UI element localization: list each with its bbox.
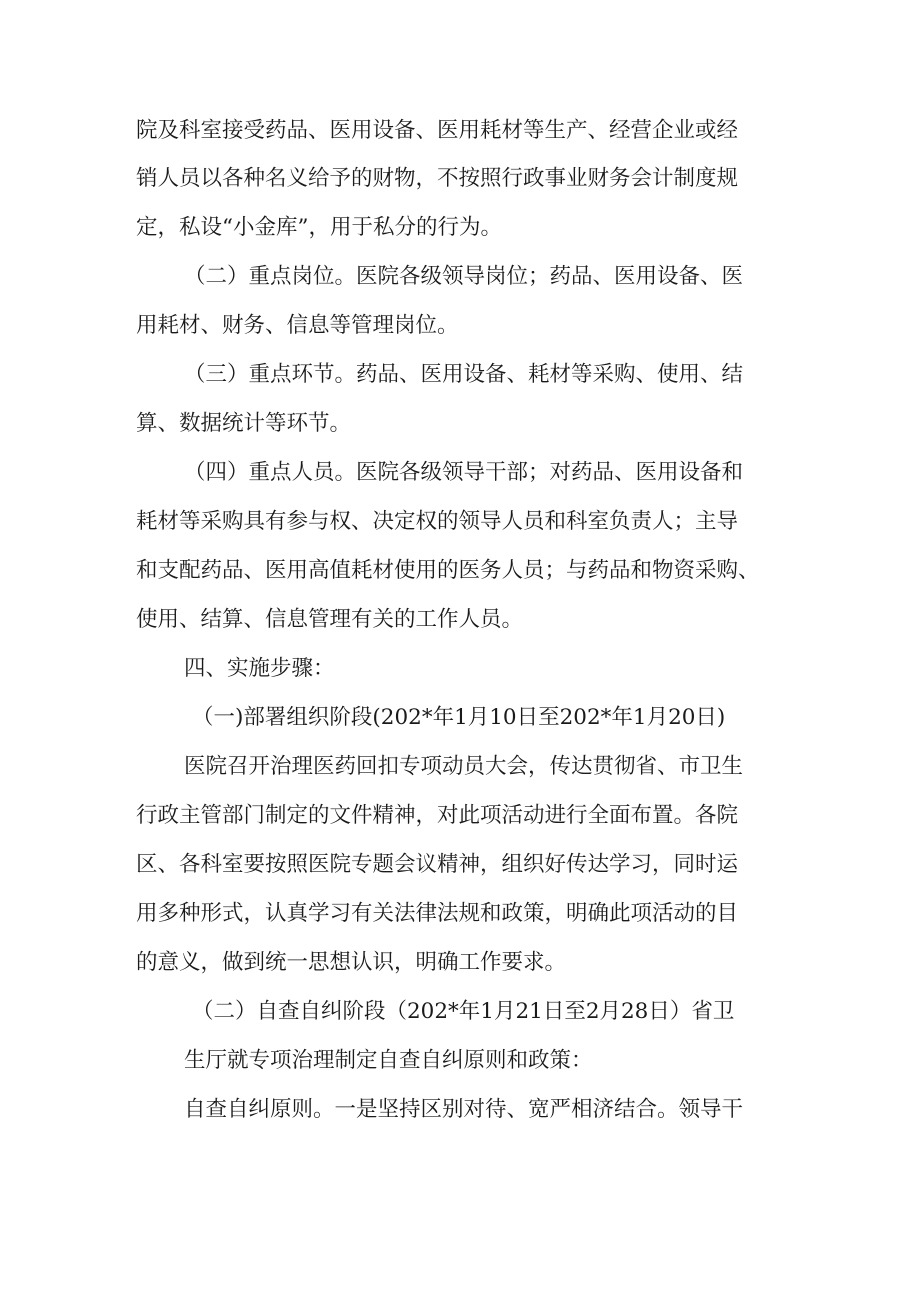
text-line-14: 医院召开治理医药回扣专项动员大会，传达贯彻省、市卫生 <box>184 754 744 779</box>
text-line-17: 用多种形式，认真学习有关法律法规和政策，明确此项活动的目 <box>136 901 739 926</box>
text-line-5: 用耗材、财务、信息等管理岗位。 <box>136 313 459 338</box>
text-line-19: （二）自查自纠阶段（202*年1月21日至2月28日）省卫 <box>192 999 735 1024</box>
text-line-20: 生厅就专项治理制定自查自纠原则和政策： <box>184 1048 593 1073</box>
text-line-9: 耗材等采购具有参与权、决定权的领导人员和科室负责人；主导 <box>136 509 739 534</box>
text-line-1: 院及科室接受药品、医用设备、医用耗材等生产、经营企业或经 <box>136 118 739 143</box>
text-line-16: 区、各科室要按照医院专题会议精神，组织好传达学习，同时运 <box>136 852 739 877</box>
text-line-10: 和支配药品、医用高值耗材使用的医务人员；与药品和物资采购、 <box>136 558 760 583</box>
text-line-4: （二）重点岗位。医院各级领导岗位；药品、医用设备、医 <box>184 264 744 289</box>
text-line-21: 自查自纠原则。一是坚持区别对待、宽严相济结合。领导干 <box>184 1097 744 1122</box>
text-line-3: 定，私设“小金库”，用于私分的行为。 <box>136 215 502 240</box>
text-line-11: 使用、结算、信息管理有关的工作人员。 <box>136 607 524 632</box>
text-line-18: 的意义，做到统一思想认识，明确工作要求。 <box>136 950 567 975</box>
text-line-8: （四）重点人员。医院各级领导干部；对药品、医用设备和 <box>184 460 744 485</box>
text-line-7: 算、数据统计等环节。 <box>136 411 352 436</box>
text-line-2: 销人员以各种名义给予的财物，不按照行政事业财务会计制度规 <box>136 166 739 191</box>
text-line-15: 行政主管部门制定的文件精神，对此项活动进行全面布置。各院 <box>136 803 739 828</box>
section-heading-4: 四、实施步骤： <box>184 656 335 681</box>
text-line-13: （一)部署组织阶段(202*年1月10日至202*年1月20日) <box>192 705 726 730</box>
text-line-6: （三）重点环节。药品、医用设备、耗材等采购、使用、结 <box>184 362 744 387</box>
